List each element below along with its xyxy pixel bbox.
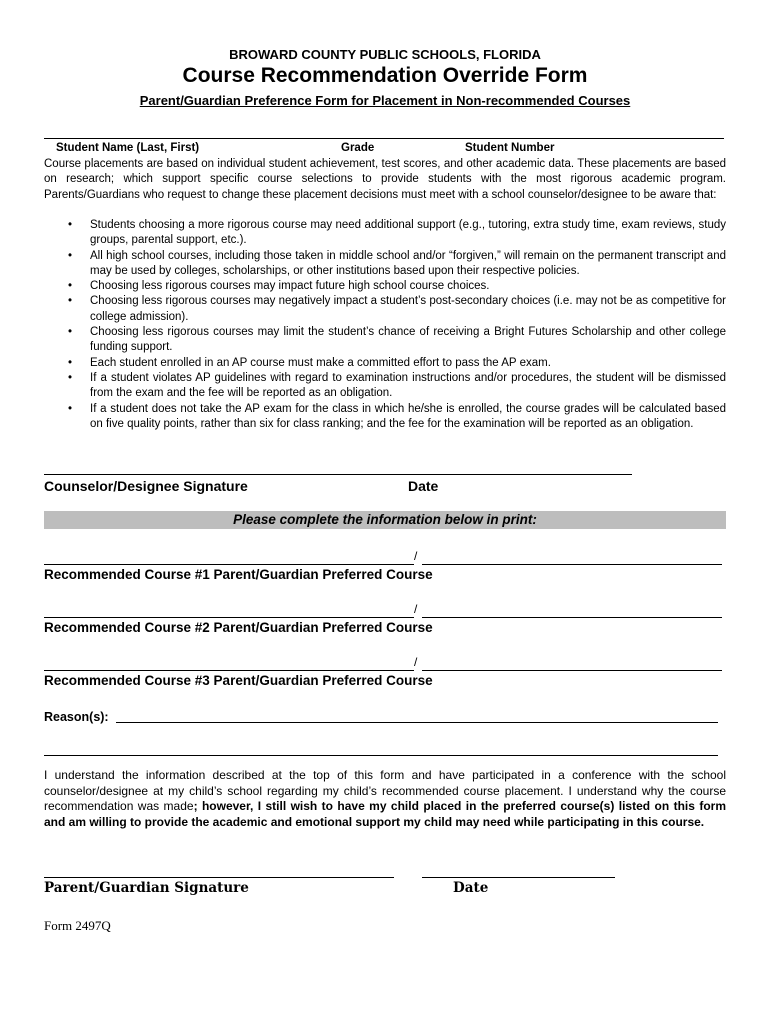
district-name: BROWARD COUNTY PUBLIC SCHOOLS, FLORIDA <box>229 47 541 62</box>
counselor-date-label: Date <box>408 478 439 494</box>
form-title: Course Recommendation Override Form <box>182 64 588 87</box>
advisory-item: • All high school courses, including those taken in middle school and/or “forgiven,” will remain on the permanent transcript and may be used by colleges, scholarships, or other institutions based upon their respective policies. <box>90 249 726 280</box>
student-name-label: Student Name (Last, First) <box>56 142 200 154</box>
reason-line-1[interactable] <box>116 722 718 723</box>
course-3-label: Recommended Course #3 Parent/Guardian Preferred Course <box>44 673 433 688</box>
parent-signature-label: Parent/Guardian Signature <box>44 880 249 896</box>
form-number: Form 2497Q <box>44 918 111 933</box>
reason-label: Reason(s): <box>44 710 109 724</box>
form-subtitle: Parent/Guardian Preference Form for Placement in Non-recommended Courses <box>139 93 631 108</box>
counselor-signature-label: Counselor/Designee Signature <box>44 478 248 494</box>
preferred-course-3-line[interactable] <box>422 670 722 671</box>
advisory-item: • Choosing less rigorous courses may limit the student’s chance of receiving a Bright Futures Scholarship and other college funding support. <box>90 325 726 356</box>
parent-date-label: Date <box>453 880 489 896</box>
parent-signature-line[interactable] <box>44 877 394 878</box>
advisory-item: • Choosing less rigorous courses may negatively impact a student’s post-secondary choices (i.e. may not be as competitive for college admission). <box>90 294 726 325</box>
advisory-item: • If a student does not take the AP exam for the class in which he/she is enrolled, the course grades will be calculated based on five quality points, rather than six for class ranking; and the fee for the examination will be reported as an obligation. <box>90 402 726 433</box>
advisory-item: • Each student enrolled in an AP course must make a committed effort to pass the AP exam. <box>90 356 726 371</box>
intro-paragraph: Course placements are based on individual student achievement, test scores, and other academic data. These placements are based on research; which support specific course selections to provide students with the most rigorous academic program. Parents/Guardians who request to change these placement decisions must meet with a school counselor/designee to be aware that: <box>44 158 726 201</box>
counselor-signature-line[interactable] <box>44 474 632 475</box>
course-separator: / <box>414 655 418 669</box>
acknowledgement-text: I understand the information described at the top of this form and have participated in a conference with the school counselor/designee at my child’s school regarding my child’s recommended course placement. I understand why the course recommendation was made <box>44 768 726 813</box>
advisory-item: • Choosing less rigorous courses may impact future high school course choices. <box>90 279 726 294</box>
course-separator: / <box>414 549 418 563</box>
advisory-list <box>44 218 726 432</box>
recommended-course-2-line[interactable] <box>44 617 414 618</box>
student-number-label: Student Number <box>465 142 555 154</box>
print-notice-bar: Please complete the information below in print: <box>44 511 726 529</box>
recommended-course-1-line[interactable] <box>44 564 414 565</box>
grade-label: Grade <box>341 142 375 154</box>
reason-line-2[interactable] <box>44 755 718 756</box>
parent-date-line[interactable] <box>422 877 615 878</box>
advisory-item: • Students choosing a more rigorous course may need additional support (e.g., tutoring, extra study time, exam reviews, study groups, parental support, etc.). <box>90 218 726 249</box>
acknowledgement-bold-text: ; however, I still wish to have my child placed in the preferred course(s) listed on this form and am willing to provide the academic and emotional support my child may need while participating in this course. <box>44 799 726 829</box>
course-1-label: Recommended Course #1 Parent/Guardian Preferred Course <box>44 567 433 582</box>
recommended-course-3-line[interactable] <box>44 670 414 671</box>
preferred-course-2-line[interactable] <box>422 617 722 618</box>
acknowledgement-paragraph <box>44 768 726 830</box>
course-separator: / <box>414 602 418 616</box>
advisory-item: • If a student violates AP guidelines with regard to examination instructions and/or procedures, the student will be dismissed from the exam and the fee will be reported as an obligation. <box>90 371 726 402</box>
student-info-line[interactable] <box>44 138 724 139</box>
preferred-course-1-line[interactable] <box>422 564 722 565</box>
course-2-label: Recommended Course #2 Parent/Guardian Preferred Course <box>44 620 433 635</box>
